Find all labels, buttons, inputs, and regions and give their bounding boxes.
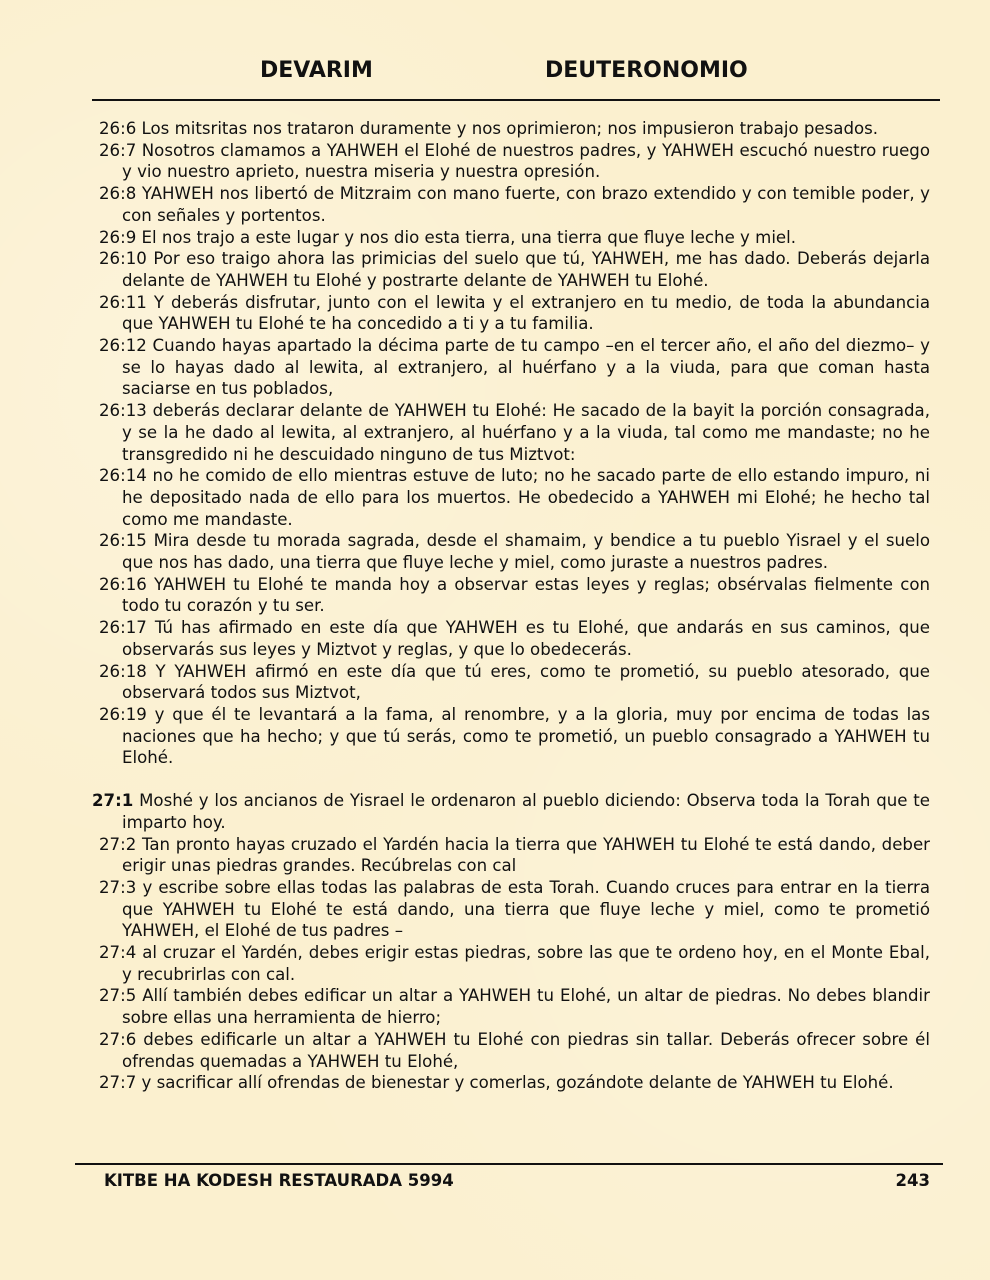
verse-text: YAHWEH tu Elohé te manda hoy a observar estas leyes y reglas; obsérvalas fielmente con todo tu corazón y tu ser. — [122, 574, 930, 616]
chapter-start-verse — [92, 790, 930, 833]
verse — [92, 704, 930, 769]
verse — [92, 400, 930, 465]
page-number: 243 — [895, 1171, 930, 1190]
verse-text: Moshé y los ancianos de Yisrael le ordenaron al pueblo diciendo: Observa toda la Torah que te imparto hoy. — [122, 791, 930, 832]
verse-ref: 26:19 — [99, 704, 147, 724]
verse — [92, 1072, 930, 1094]
paragraph-gap — [92, 769, 930, 790]
verse — [92, 465, 930, 530]
verse-text: Mira desde tu morada sagrada, desde el shamaim, y bendice a tu pueblo Yisrael y el suelo que nos has dado, una tierra que fluye leche y miel, como juraste a nuestros padres. — [122, 531, 930, 573]
header-book-hebrew: DEVARIM — [260, 58, 373, 83]
verse-ref: 26:13 — [99, 401, 147, 421]
verse — [92, 985, 930, 1028]
chapter-verse-ref: 27:1 — [92, 791, 134, 811]
verse — [92, 248, 930, 291]
verse — [92, 530, 930, 573]
verse-ref: 27:3 — [99, 877, 137, 897]
verse-text: YAHWEH nos libertó de Mitzraim con mano fuerte, con brazo extendido y con temible poder, y con señales y portentos. — [122, 184, 931, 225]
header-rule — [92, 99, 940, 101]
verse-ref: 27:7 — [99, 1073, 137, 1093]
verse — [92, 118, 930, 140]
verse — [92, 227, 930, 249]
verse-text: Y deberás disfrutar, junto con el lewita y el extranjero en tu medio, de toda la abundancia que YAHWEH tu Elohé te ha concedido a ti y a tu familia. — [122, 292, 931, 334]
verse-text: Allí también debes edificar un altar a YAHWEH tu Elohé, un altar de piedras. No debes blandir sobre ellas una herramienta de hierro; — [122, 986, 930, 1028]
page-header — [0, 58, 990, 92]
verse-text: Nosotros clamamos a YAHWEH el Elohé de nuestros padres, y YAHWEH escuchó nuestro ruego y vio nuestro aprieto, nuestra miseria y nuestra opresión. — [122, 140, 930, 182]
verse-ref: 27:6 — [99, 1029, 137, 1049]
verse — [92, 574, 930, 617]
verse-ref: 26:17 — [99, 618, 147, 638]
verse-ref: 26:7 — [99, 140, 137, 160]
verse-ref: 26:14 — [99, 466, 147, 486]
footer-rule — [75, 1163, 943, 1165]
verse — [92, 834, 930, 877]
verse-ref: 26:12 — [99, 336, 147, 356]
verse-ref: 26:15 — [99, 531, 147, 551]
verse — [92, 877, 930, 942]
verse — [92, 942, 930, 985]
verse — [92, 140, 930, 183]
footer-title: KITBE HA KODESH RESTAURADA 5994 — [104, 1171, 454, 1190]
verse-ref: 26:16 — [99, 574, 147, 594]
verse-text: y que él te levantará a la fama, al renombre, y a la gloria, muy por encima de todas las naciones que ha hecho; y que tú serás, como te prometió, un pueblo consagrado a YAHWEH tu Elohé. — [122, 704, 930, 768]
verse-text: deberás declarar delante de YAHWEH tu Elohé: He sacado de la bayit la porción consagrada, y se la he dado al lewita, al extranjero, al huérfano y a la viuda, tal como me mandaste; no he transgredido ni he descuidado ninguno de tus Miztvot: — [122, 401, 930, 464]
verse — [92, 183, 930, 226]
verse-ref: 26:6 — [99, 119, 137, 138]
verse — [92, 292, 930, 335]
verse-text: Los mitsritas nos trataron duramente y nos oprimieron; nos impusieron trabajo pesados. — [141, 119, 879, 138]
verse-ref: 26:10 — [99, 249, 147, 269]
verse-ref: 27:4 — [99, 943, 137, 963]
verse-text: y sacrificar allí ofrendas de bienestar y comerlas, gozándote delante de YAHWEH tu Elohé. — [141, 1073, 894, 1093]
verse — [92, 335, 930, 400]
header-book-spanish: DEUTERONOMIO — [545, 58, 748, 83]
verse-text: no he comido de ello mientras estuve de luto; no he sacado parte de ello estando impuro, ni he depositado nada de ello para los muertos. He obedecido a YAHWEH mi Elohé; he hecho tal como me mandaste. — [122, 466, 930, 529]
scripture-text — [92, 118, 930, 1094]
verse-ref: 27:5 — [99, 986, 137, 1006]
verse-text: Tan pronto hayas cruzado el Yardén hacia la tierra que YAHWEH tu Elohé te está dando, deber erigir unas piedras grandes. Recúbrelas con cal — [122, 834, 930, 876]
verse-text: El nos trajo a este lugar y nos dio esta tierra, una tierra que fluye leche y miel. — [141, 227, 797, 247]
verse-text: al cruzar el Yardén, debes erigir estas piedras, sobre las que te ordeno hoy, en el Monte Ebal, y recubrirlas con cal. — [122, 943, 931, 984]
verse-text: Y YAHWEH afirmó en este día que tú eres, como te prometió, su pueblo atesorado, que observará todos sus Miztvot, — [122, 661, 930, 703]
verse-text: debes edificarle un altar a YAHWEH tu Elohé con piedras sin tallar. Deberás ofrecer sobre él ofrendas quemadas a YAHWEH tu Elohé, — [122, 1029, 930, 1071]
verse-ref: 26:18 — [99, 661, 147, 681]
verse — [92, 617, 930, 660]
verse-ref: 26:9 — [99, 227, 137, 247]
verse-text: Por eso traigo ahora las primicias del suelo que tú, YAHWEH, me has dado. Deberás dejarla delante de YAHWEH tu Elohé y postrarte delante de YAHWEH tu Elohé. — [122, 249, 931, 290]
verse-ref: 26:11 — [99, 292, 147, 312]
verse-ref: 27:2 — [99, 834, 137, 854]
verse-text: Tú has afirmado en este día que YAHWEH es tu Elohé, que andarás en sus caminos, que observarás sus leyes y Miztvot y reglas, y que lo obedecerás. — [122, 618, 930, 659]
verse — [92, 1029, 930, 1072]
verse-text: y escribe sobre ellas todas las palabras de esta Torah. Cuando cruces para entrar en la tierra que YAHWEH tu Elohé te está dando, una tierra que fluye leche y miel, como te prometió YAHWEH, el Elohé de tus padres – — [122, 877, 930, 941]
verse-ref: 26:8 — [99, 184, 137, 204]
verse-text: Cuando hayas apartado la décima parte de tu campo –en el tercer año, el año del diezmo– y se lo hayas dado al lewita, al extranjero, al huérfano y a la viuda, para que coman hasta saciarse en tus poblados, — [122, 336, 930, 399]
verse — [92, 661, 930, 704]
